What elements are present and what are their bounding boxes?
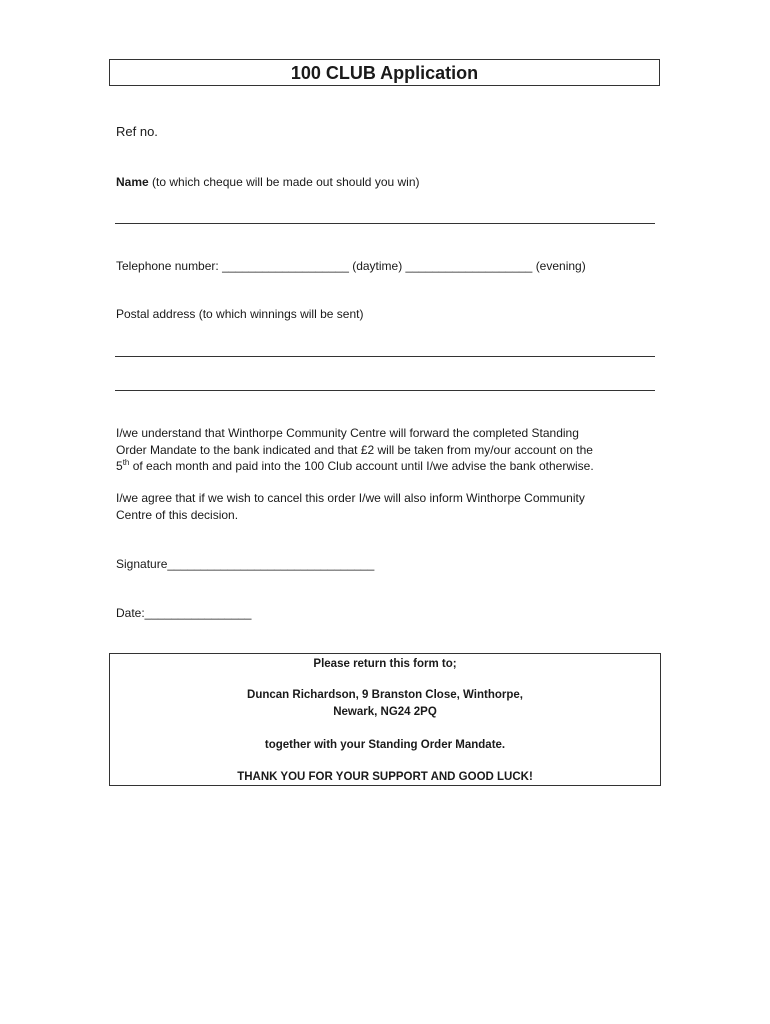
postal-address-label: Postal address (to which winnings will be sent) [116,307,364,321]
thank-you-message: THANK YOU FOR YOUR SUPPORT AND GOOD LUCK! [237,771,533,783]
paragraph-line: I/we agree that if we wish to cancel this order I/we will also inform Winthorpe Community [116,491,585,505]
postal-address-line-2[interactable] [115,390,655,391]
return-address-line-1: Duncan Richardson, 9 Branston Close, Winthorpe, [247,689,523,701]
standing-order-paragraph [116,425,661,475]
name-entry-line[interactable] [115,223,655,224]
name-label: Name [116,175,149,189]
paragraph-line [116,458,661,475]
return-instructions-box [109,653,661,786]
name-note: (to which cheque will be made out should you win) [148,175,420,189]
return-note: together with your Standing Order Mandate. [264,739,506,751]
paragraph-line: Order Mandate to the bank indicated and that £2 will be taken from my/our account on the [116,442,593,457]
postal-address-line-1[interactable] [115,356,655,357]
date-field[interactable]: Date:________________ [116,606,252,620]
paragraph-line: Centre of this decision. [116,507,239,522]
telephone-field[interactable]: Telephone number: ___________________ (daytime) ___________________ (evening) [116,259,586,273]
ordinal-suffix: th [122,458,130,467]
paragraph-line: I/we understand that Winthorpe Community Centre will forward the completed Standing [116,426,579,440]
return-heading: Please return this form to; [313,658,457,670]
ref-number-label: Ref no. [116,124,158,139]
name-field-label [116,174,420,190]
cancellation-paragraph [116,490,661,523]
return-address-line-2: Newark, NG24 2PQ [333,706,437,718]
day-number: 5 [116,459,123,473]
form-title: 100 CLUB Application [109,59,660,86]
paragraph-text: of each month and paid into the 100 Club account until I/we advise the bank otherwise. [129,459,594,473]
signature-field[interactable]: Signature_______________________________ [116,557,375,571]
